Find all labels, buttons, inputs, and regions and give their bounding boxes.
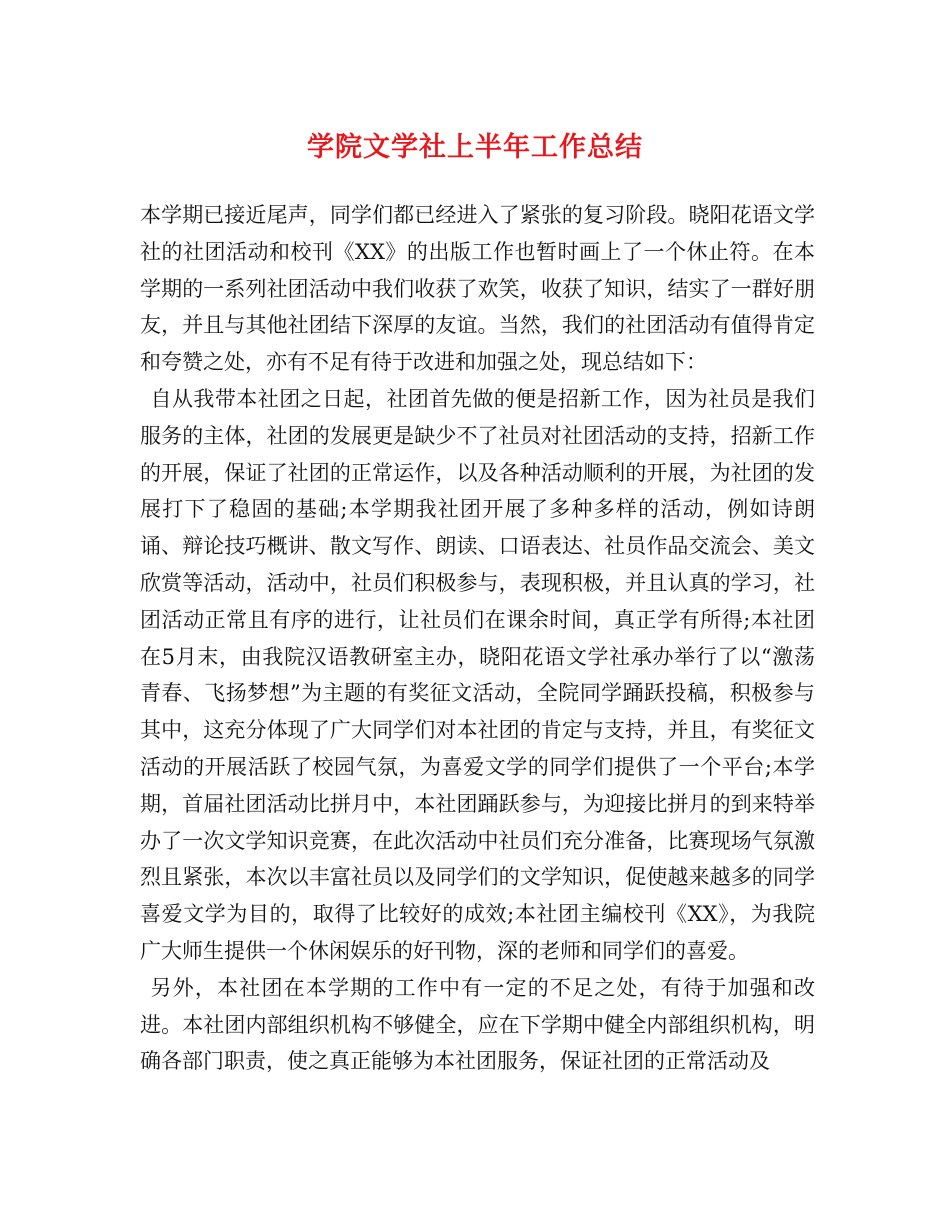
- paragraph-activities: 自从我带本社团之日起，社团首先做的便是招新工作，因为社员是我们服务的主体，社团的发展更是缺少不了社员对社团活动的支持，招新工作的开展，保证了社团的正常运作，以及各种活动顺利的开展，为社团的发展打下了稳固的基础;本学期我社团开展了多种多样的活动，例如诗朗诵、辩论技巧概讲、散文写作、朗读、口语表达、社员作品交流会、美文欣赏等活动，活动中，社员们积极参与，表现积极，并且认真的学习，社团活动正常且有序的进行，让社员们在课余时间，真正学有所得;本社团在5月末，由我院汉语教研室主办，晓阳花语文学社承办举行了以“激荡青春、飞扬梦想”为主题的有奖征文活动，全院同学踊跃投稿，积极参与其中，这充分体现了广大同学们对本社团的肯定与支持，并且，有奖征文活动的开展活跃了校园气氛，为喜爱文学的同学们提供了一个平台;本学期，首届社团活动比拼月中，本社团踊跃参与，为迎接比拼月的到来特举办了一次文学知识竞赛，在此次活动中社员们充分准备，比赛现场气氛激烈且紧张，本次以丰富社员以及同学们的文学知识，促使越来越多的同学喜爱文学为目的，取得了比较好的成效;本社团主编校刊《XX》，为我院广大师生提供一个休闲娱乐的好刊物，深的老师和同学们的喜爱。: [140, 386, 815, 963]
- paragraph-intro: 本学期已接近尾声，同学们都已经进入了紧张的复习阶段。晓阳花语文学社的社团活动和校刊《XX》的出版工作也暂时画上了一个休止符。在本学期的一系列社团活动中我们收获了欢笑，收获了知识，结实了一群好朋友，并且与其他社团结下深厚的友谊。当然，我们的社团活动有值得肯定和夸赞之处，亦有不足有待于改进和加强之处，现总结如下：: [140, 203, 815, 375]
- document-body: [140, 197, 815, 1080]
- document-title: 学院文学社上半年工作总结: [307, 132, 643, 163]
- paragraph-shortcomings: 另外，本社团在本学期的工作中有一定的不足之处，有待于加强和改进。本社团内部组织机构不够健全，应在下学期中健全内部组织机构，明确各部门职责，使之真正能够为本社团服务，保证社团的正常活动及: [140, 975, 815, 1074]
